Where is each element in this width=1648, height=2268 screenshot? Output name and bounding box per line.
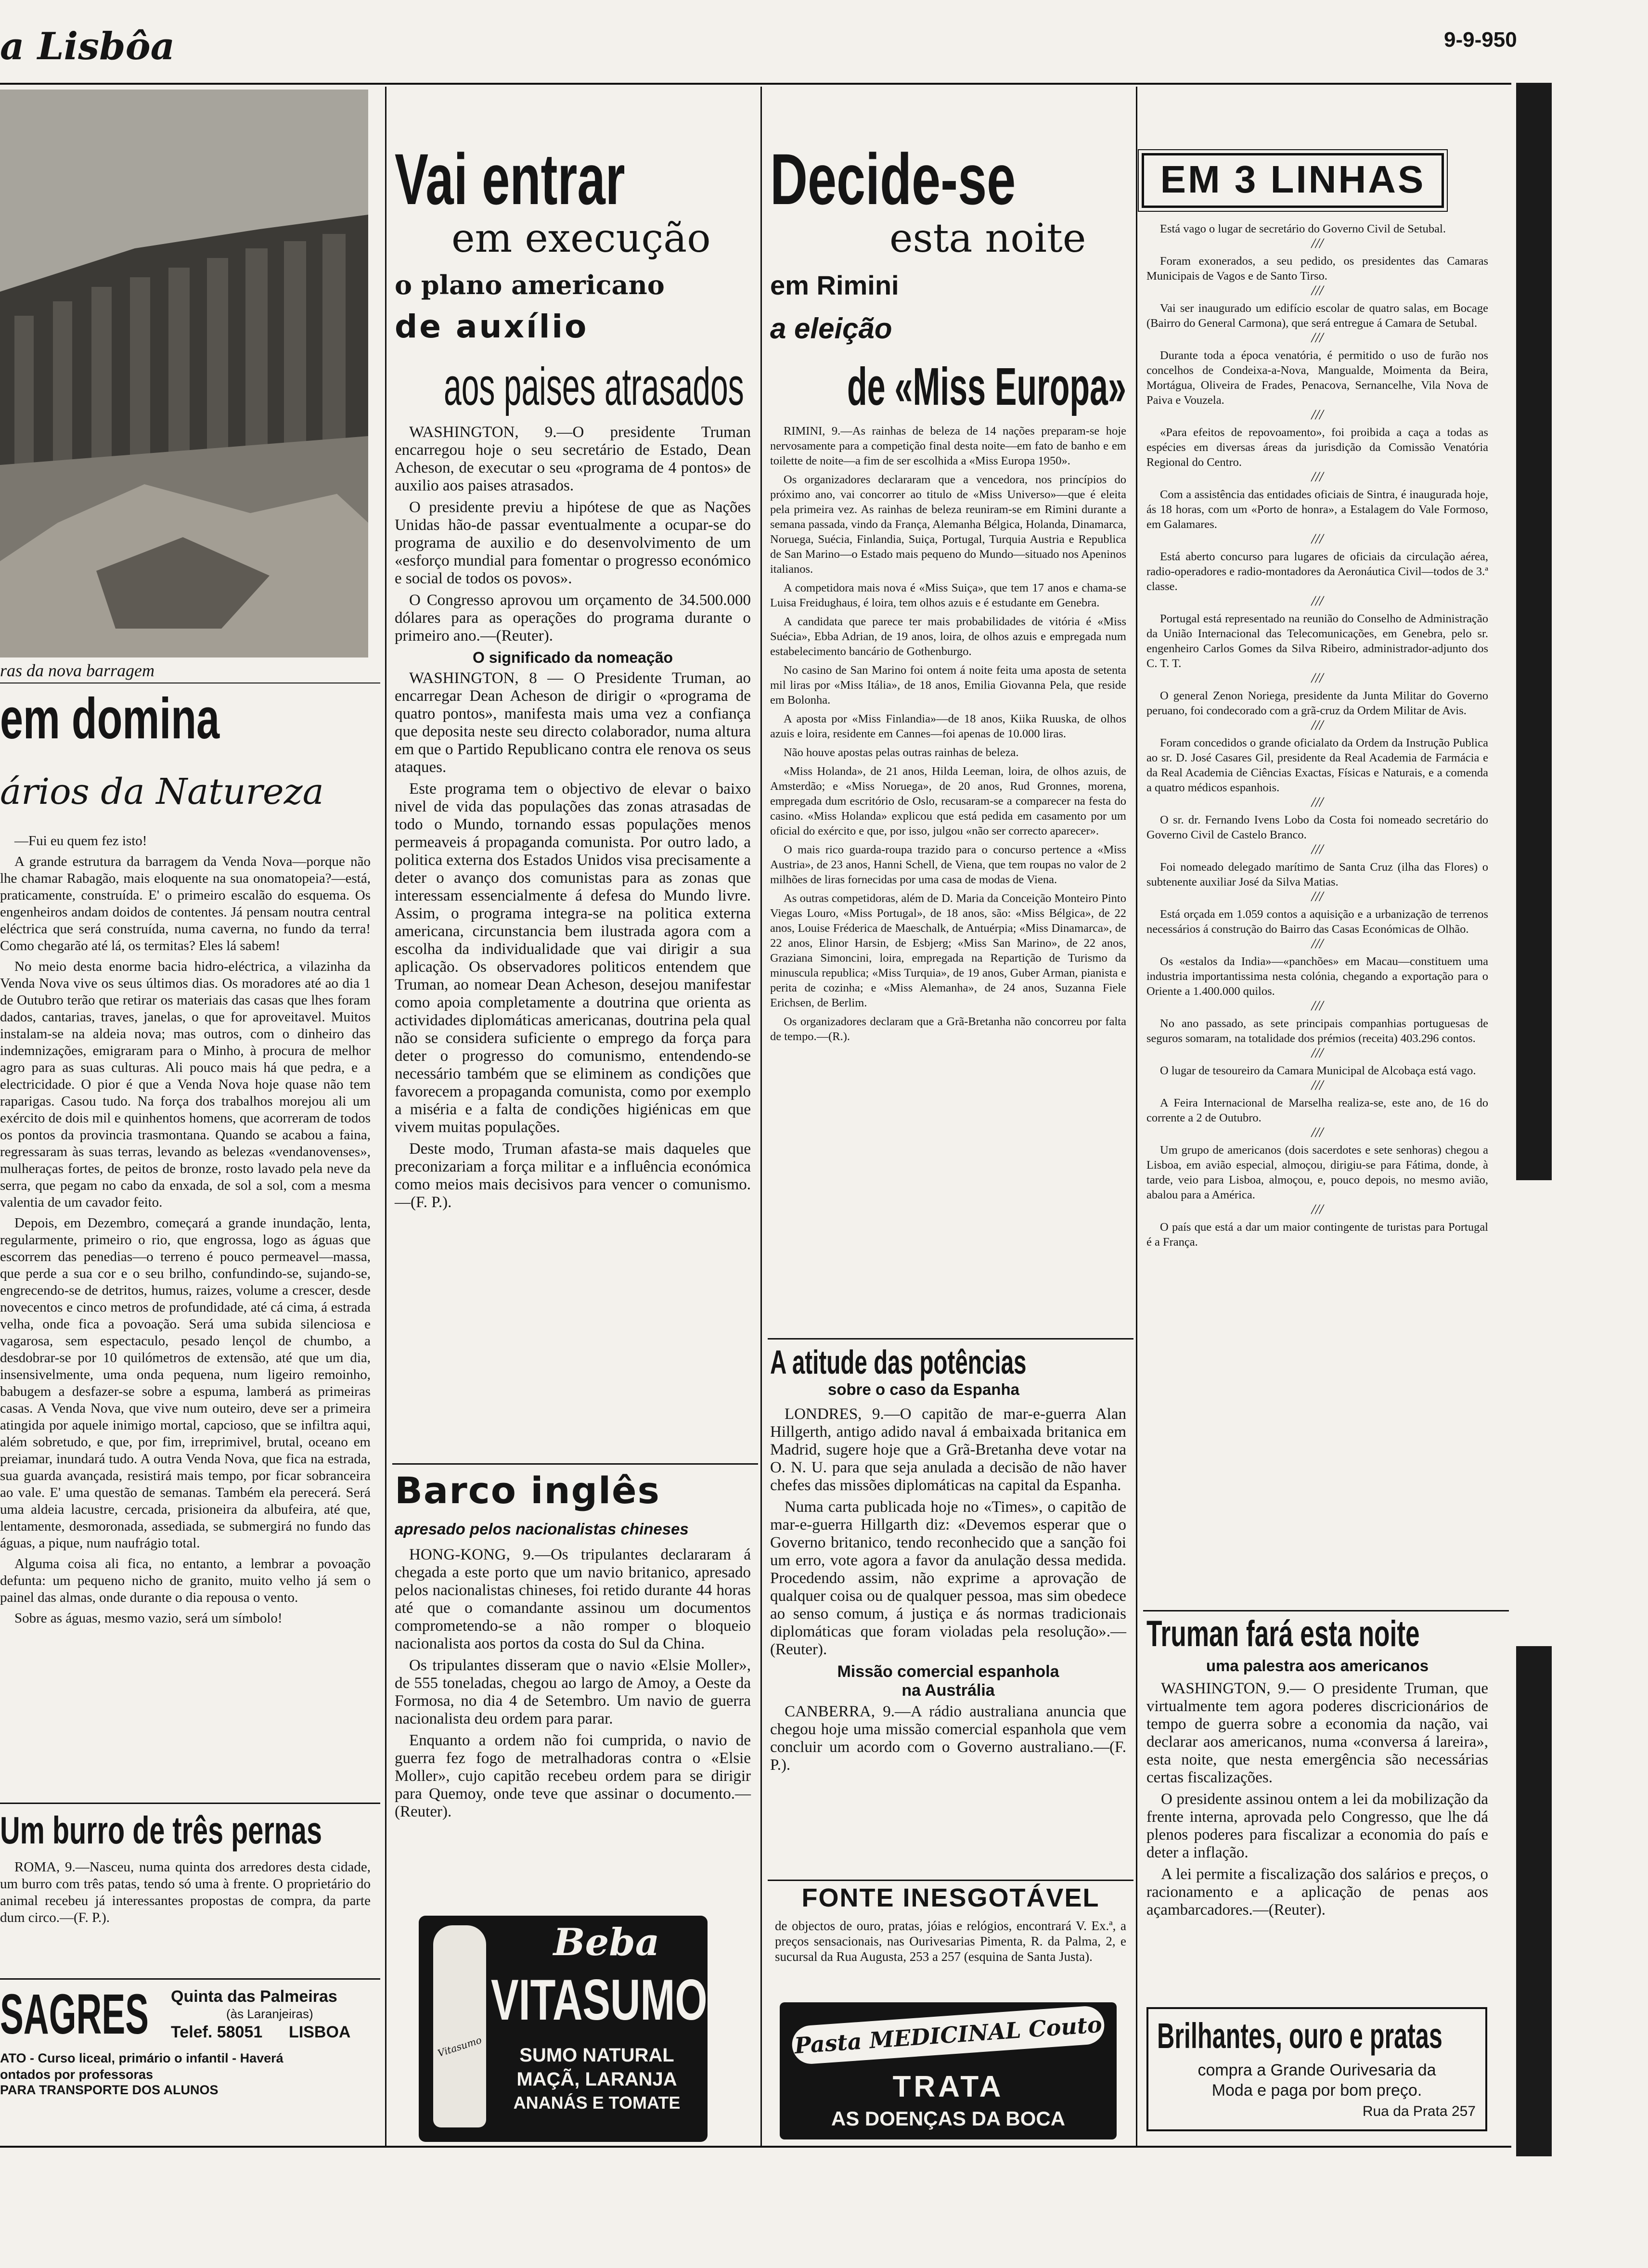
vitasumo-beba: Beba <box>553 1920 660 1964</box>
brief-item: Durante toda a época venatória, é permitido o uso de furão nos concelhos de Condeixa-a-Nova, Mangualde, Moimenta da Beira, Mortágua, Oliveira de Frades, Penacova, Sernancelhe, Vila Nova de Paiva e Vouzela. <box>1146 349 1488 407</box>
dateline: ROMA, 9. <box>14 1859 76 1875</box>
missao-title-2: na Austrália <box>901 1681 995 1700</box>
brief-item: Os «estalos da India»—«panchões» em Macau—constituem uma industria importantissima nesta colónia, chegando a exportação para o Oriente a 1.400.000 quilos. <box>1146 955 1488 998</box>
paragraph: —Nasceu, numa quinta dos arredores desta cidade, um burro com três patas, tendo só uma à frente. O proprietário do animal recebeu já interessantes propostas de compra, da parte dum circo.—(F. P.). <box>0 1859 371 1925</box>
column-rule <box>760 87 762 2147</box>
col2-article <box>395 424 751 1215</box>
vitasumo-brand: VITASUMO <box>491 1968 708 2032</box>
ourivesaria-line: Moda e paga por bom preço. <box>1211 2081 1422 2100</box>
truman-subtitle: uma palestra aos americanos <box>1206 1657 1429 1675</box>
brief-item: Foram exonerados, a seu pedido, os presidentes das Camaras Municipais de Vagos e de Santo Tirso. <box>1146 255 1488 283</box>
brief-item: Está orçada em 1.059 contos a aquisição e a urbanização de terrenos necessários á construção do Bairro das Casas Económicas de Olhão. <box>1146 908 1488 936</box>
brief-separator: /// <box>1311 407 1324 423</box>
barco-subtitle: apresado pelos nacionalistas chineses <box>395 1520 689 1538</box>
brief-separator: /// <box>1311 670 1324 686</box>
barco-title: Barco inglês <box>395 1469 660 1512</box>
paragraph: —Os tripulantes declararam á chegada a este porto que um navio britanico, apresado pelos nacionalistas chineses, foi retido durante 44 horas até que o comandante assinou um documentos comprometendo-se a não romper o bloqueio nacionalista aos portos da costa do Sul da China. <box>395 1546 751 1652</box>
col3-article <box>770 424 1126 1048</box>
brief-item: No ano passado, as sete principais companhias portuguesas de seguros somaram, na totalidade dos prémios (receita) 403.296 contos. <box>1146 1017 1488 1045</box>
paragraph: —A rádio australiana anuncia que chegou hoje uma missão comercial espanhola que vem concluir um acordo com o Governo australiano.—(F. P.). <box>770 1703 1127 1774</box>
col2-headline-3: o plano americano <box>395 270 665 300</box>
ourivesaria-line: Rua da Prata 257 <box>1362 2103 1476 2119</box>
paragraph: Enquanto a ordem não foi cumprida, o navio de guerra fez fogo de metralhadoras contra o «Elsie Moller», cujo capitão recebeu ordem para se dirigir para Quemoy, onde teve que assinar o documento.—(Reuter). <box>395 1732 751 1820</box>
paragraph: No casino de San Marino foi ontem á noite feita uma aposta de setenta mil liras por «Miss Itália», de 18 anos, Emilia Giovanna Pela, que reside em Bolonha. <box>770 664 1126 707</box>
col3-headline-5: de «Miss Europa» <box>847 357 1126 416</box>
paragraph: O presidente assinou ontem a lei da mobilização da frente interna, aprovada pelo Congresso, que lhe dá plenos poderes para fiscalizar a economia do país e deter a inflação. <box>1146 1791 1488 1861</box>
paragraph: A candidata que parece ter mais probabilidades de vitória é «Miss Suécia», Ebba Adrian, de 19 anos, loira, de olhos azuis e empregada num estabelecimento bancário de Gothenburgo. <box>770 615 1126 658</box>
ourivesaria-line: compra a Grande Ourivesaria da <box>1197 2061 1436 2079</box>
vitasumo-line: MAÇÃ, LARANJA <box>516 2069 677 2090</box>
col1-article <box>0 833 371 1631</box>
photo-caption: ras da nova barragem <box>0 661 154 680</box>
atitude-subtitle: sobre o caso da Espanha <box>828 1380 1019 1398</box>
sagres-line: (às Laranjeiras) <box>226 2007 313 2021</box>
barco-article <box>395 1546 751 1825</box>
paragraph: —O presidente Truman encarregou hoje o seu secretário de Estado, Dean Acheson, de executar o seu «programa de 4 pontos» de auxilio aos paises atrasados. <box>395 424 751 494</box>
vitasumo-bottle <box>433 1925 486 2127</box>
bottle-label: Vitasumo <box>436 2034 483 2060</box>
paragraph: As outras competidoras, além de D. Maria da Conceição Monteiro Pinto Viegas Louro, «Miss Portugal», de 18 anos, são: «Miss Bélgica», de 22 anos, Louise Fréderica de Maeschalk, de Antuérpia; «Miss Dinamarca», de 22 anos, Elinor Harsin, de Esbjerg; «Miss San Marino», de 22 anos, Graziana Simoncini, loira, empregada na Repartição de Turismo da minuscula republica; «Miss Turquia», de 19 anos, Guber Arman, pianista e perita de cozinha; e «Miss Alemanha», de 24 anos, Suzanna Fiele Erichsen, de Berlim. <box>770 892 1126 1009</box>
col1-headline: em domina <box>0 686 220 751</box>
section-rule <box>1143 1610 1509 1611</box>
sagres-name: SAGRES <box>0 1983 149 2046</box>
ourivesaria-ad <box>1146 2007 1487 2131</box>
paragraph: A competidora mais nova é «Miss Suiça», que tem 17 anos e chama-se Luisa Freidughaus, é loira, tem olhos azuis e é estudante em Genebra. <box>770 581 1126 609</box>
brief-separator: /// <box>1311 469 1324 485</box>
brief-separator: /// <box>1311 998 1324 1014</box>
paragraph: Os organizadores declararam que a vencedora, nos princípios do próximo ano, vai concorrer ao titulo de «Miss Universo»—que é eleita pela primeira vez. As rainhas de beleza reuniram-se em Rimini durante a semana passada, vindo da França, Alemanha Bélgica, Holanda, Dinamarca, Noruega, Suécia, Finlandia, Suiça, Portugal, Turquia Austria e Republica de San Marino—o Estado mais pequeno do Mundo—situado nos Apeninos italianos. <box>770 473 1126 576</box>
burro-article <box>0 1859 371 1930</box>
brief-item: A Feira Internacional de Marselha realiza-se, este ano, de 16 do corrente a 2 de Outubro. <box>1146 1096 1488 1124</box>
paragraph: —O capitão de mar-e-guerra Alan Hillgerth, antigo adido naval á embaixada britanica em Madrid, sugere hoje que a Grã-Bretanha deve votar na O. N. U. para que seja anulada a decisão de não haver chefes das missões diplomáticas na capital da Espanha. <box>770 1405 1126 1494</box>
dateline: LONDRES, 9. <box>785 1405 884 1423</box>
paragraph: «Miss Holanda», de 21 anos, Hilda Leeman, loira, de olhos azuis, de Amsterdão; e «Miss Noruega», de 20 anos, Rud Gronnes, morena, empregada dum escritório de Oslo, recusaram-se a comparecer na festa do casino. «Miss Holanda» explicou que está pedida em casamento por um oficial do exército e que, por isso, julgou «não ser correcto aparecer». <box>770 765 1126 838</box>
pasta-brand: Pasta MEDICINAL Couto <box>791 2005 1106 2065</box>
sagres-line: ATO - Curso liceal, primário o infantil - Haverá <box>0 2051 283 2065</box>
paragraph: Numa carta publicada hoje no «Times», o capitão de mar-e-guerra Hillgarth diz: «Devemos esperar que o Governo britanico, tendo reconhecido que a sanção foi um erro, vote agora a favor da anulação dessa medida. Procedendo assim, não exprime a aprovação de qualquer coisa ou de qualquer pessoa, mas sim obedece ao senso comum, á justiça e ás normas tradicionais diplomáticas que foram violadas pela resolução».—(Reuter). <box>770 1498 1126 1658</box>
dateline: CANBERRA, 9. <box>785 1703 895 1720</box>
fonte-title: FONTE INESGOTÁVEL <box>801 1883 1100 1912</box>
col3-headline: Decide-se <box>770 139 1016 219</box>
truman-article <box>1146 1680 1488 1923</box>
sagres-city: LISBOA <box>289 2023 351 2041</box>
fonte-text: de objectos de ouro, pratas, jóias e relógios, encontrará V. Ex.ª, a preços sensacionais, nas Ourivesarias Pimenta, R. da Palma, 2, e sucursal da Rua Augusta, 253 a 257 (esquina de Santa Justa). <box>775 1919 1126 1964</box>
paragraph: O presidente previu a hipótese de que as Nações Unidas hão-de passar eventualmente a ocupar-se do programa de auxilio e do desenvolvimento de um «esforço mundial para fomentar o progresso económico e social de todos os povos». <box>395 499 751 587</box>
brief-separator: /// <box>1311 330 1324 346</box>
paragraph: Não houve apostas pelas outras rainhas de beleza. <box>784 746 1019 759</box>
col2-subtitle: O significado da nomeação <box>472 649 673 666</box>
dateline: WASHINGTON, 9. <box>1161 1680 1290 1697</box>
col2-headline-2: em execução <box>451 216 711 261</box>
paragraph: — O Presidente Truman, ao encarregar Dean Acheson de dirigir o «programa de quatro pontos», manifesta mais uma vez a confiança que deposita neste seu directo colaborador, numa altura em que o Partido Republicano contra ele renova os seus ataques. <box>395 670 751 776</box>
brief-separator: /// <box>1311 283 1324 298</box>
paragraph: A grande estrutura da barragem da Venda Nova—porque não lhe chamar Rabagão, mais eloquente na sua onomatopeia?—está, praticamente, construída. E' o primeiro escalão do esquema. Os engenheiros andam doidos de contentes. Já pensam noutra central eléctrica que será construída, numa caverna, no fundo da terra! Como chegarão até lá, os termitas? Eles lá sabem! <box>0 854 371 954</box>
sagres-phone: Telef. 58051 <box>171 2023 263 2041</box>
sagres-ad <box>0 1978 380 2124</box>
paragraph: Depois, em Dezembro, começará a grande inundação, lenta, regularmente, primeiro o rio, que engrossa, logo as águas que escorrem das penedias—o terreno é pouco permeavel—massa, que perde a sua cor e o seu brilho, confundindo-se, sujando-se, engrecendo-se de detritos, humus, raizes, volume a crescer, desde novecentos e cinco metros de profundidade, até cá cima, á estrada velha, onde fica a povoação. Será uma subida silenciosa e vagarosa, sem espectaculo, pesado lençol de chumbo, a desdobrar-se por 10 quilómetros de extensão, até que um dia, insensivelmente, uma onda pequena, num ligeiro remoinho, babugem a desfazer-se sobre a espuma, lamberá as primeiras casas. A Venda Nova, que vive num outeiro, deve ser a primeira atingida por aquele inimigo mortal, capcioso, que se infiltra aqui, além sobretudo, e que, por fim, irreprimivel, brutal, oceano em preiamar, inundará tudo. A outra Venda Nova, que fica na estrada, sua guarda avançada, resistirá mais tempo, por ficar sobranceira ao vale. E' uma questão de semanas. Também ela perecerá. Será uma aldeia lacustre, cercada, prisioneira da albufeira, até que, lentamente, desmoronada, assediada, se submergirá no fundo das águas, a pique, num naufrágio total. <box>0 1215 371 1551</box>
brief-separator: /// <box>1311 717 1324 733</box>
dateline: HONG-KONG, 9. <box>409 1546 535 1563</box>
section-rule <box>0 1803 380 1804</box>
brief-separator: /// <box>1311 593 1324 609</box>
top-rule <box>0 83 1511 85</box>
brief-item: O general Zenon Noriega, presidente da Junta Militar do Governo peruano, foi condecorado com a grã-cruz da Ordem Militar de Avis. <box>1146 689 1488 717</box>
right-edge-bar-lower <box>1516 1646 1552 2156</box>
brief-item: O lugar de tesoureiro da Camara Municipal de Alcobaça está vago. <box>1160 1064 1476 1077</box>
brief-separator: /// <box>1311 794 1324 810</box>
masthead-date: 9-9-950 <box>1444 28 1517 52</box>
paragraph: Este programa tem o objectivo de elevar o baixo nivel de vida das populações das zonas atrasadas de todo o Mundo, tornando essas populações menos permeaveis á propaganda comunista. Por outro lado, a politica externa dos Estados Unidos visa precisamente a deter o avanço dos comunistas para as zonas que interessam essencialmente á defesa do Mundo livre. Assim, o programa integra-se na politica externa americana, circunstancia bem ilustrada agora com a escolha da individualidade que vai dirigir a sua aplicação. Os observadores politicos entendem que Truman, ao nomear Dean Acheson, desejou manifestar como apoia completamente a doutrina que orienta as actividades diplomáticas americanas, doutrina pela qual não se considera suficiente o emprego da força para deter o progresso do comunismo, entendendo-se necessário também que se eliminem as condições que favorecem a propaganda comunista, como por exemplo a miséria e a falta de condições higiénicas em que vivem muitas populações. <box>395 780 751 1136</box>
paragraph: Sobre as águas, mesmo vazio, será um símbolo! <box>14 1611 283 1626</box>
section-rule <box>392 1463 758 1465</box>
brief-item: O sr. dr. Fernando Ivens Lobo da Costa foi nomeado secretário do Governo Civil de Castelo Branco. <box>1146 813 1488 841</box>
em3linhas-box <box>1142 153 1444 208</box>
paragraph: O mais rico guarda-roupa trazido para o concurso pertence a «Miss Austria», de 23 anos, Hanni Schell, de Viena, que tem roupas no valor de 2 milhões de liras fornecidas por uma casa de modas de Viena. <box>770 843 1126 886</box>
brief-item: Portugal está representado na reunião do Conselho de Administração da União Internacional das Telecomunicações, em Genebra, pelo sr. engenheiro Carlos Gomes da Silva Ribeiro, administrador-adjunto dos C. T. T. <box>1146 612 1488 670</box>
paragraph: Os organizadores declaram que a Grã-Bretanha não concorreu por falta de tempo.—(R.). <box>770 1015 1126 1043</box>
brief-separator: /// <box>1311 1045 1324 1061</box>
atitude-article <box>770 1405 1126 1778</box>
dam-photo <box>0 90 368 657</box>
brief-item: Com a assistência das entidades oficiais de Sintra, é inaugurada hoje, ás 18 horas, com um «Porto de honra», a Estalagem do Vale Formoso, em Galamares. <box>1146 488 1488 531</box>
missao-title: Missão comercial espanhola <box>837 1662 1059 1681</box>
brief-separator: /// <box>1311 531 1324 547</box>
dateline: WASHINGTON, 9. <box>409 424 557 441</box>
col4-briefs <box>1146 221 1488 1250</box>
paragraph: No meio desta enorme bacia hidro-eléctrica, a vilazinha da Venda Nova vive os seus últimos dias. Os moradores até ao dia 1 de Outubro terão que retirar os materiais das casas que lhes foram dados, cantarias, traves, janelas, o que for aproveitavel. Muitos instalam-se na aldeia nova; mas outros, com o dinheiro das indemnizações, emigraram para o Minho, à procura de melhor agro para as suas culturas. Ali pouco mais há que pedra, e a electricidade. O pior é que a Venda Nova hoje quase não tem raparigas. Casou tudo. Na força dos trabalhos morejou ali um exército de dois mil e quinhentos homens, que acorreram de todos os pontos da provincia trasmontana. Quando se acabou a faina, regressaram às suas terras, levando as belezas «vendanovenses», mulheraças fortes, de peitos de bronze, rosto lavado pela neve da serra, que pegam no cabo da enxada, de sol a sol, com a mesma valentia de um cavador feito. <box>0 959 371 1210</box>
burro-title: Um burro de três pernas <box>0 1809 322 1852</box>
col2-headline-5: aos paises atrasados <box>444 357 744 416</box>
brief-item: «Para efeitos de repovoamento», foi proibida a caça a todas as espécies em diversas áreas da jurisdição da Comissão Venatória Regional do Centro. <box>1146 426 1488 469</box>
column-rule <box>385 87 386 2147</box>
paragraph: Deste modo, Truman afasta-se mais daqueles que preconizariam a força militar e a influência económica como meios mais decisivos para vencer o comunismo.—(F. P.). <box>395 1140 751 1211</box>
brief-item: O país que está a dar um maior contingente de turistas para Portugal é a França. <box>1146 1221 1488 1249</box>
brief-item: Um grupo de americanos (dois sacerdotes e sete senhoras) chegou a Lisboa, em avião especial, almoçou, dirigiu-se para Fátima, donde, à tarde, veio para Lisboa, almoçou, e, pouco depois, no mesmo avião, abalou para a América. <box>1146 1144 1488 1201</box>
paragraph: A aposta por «Miss Finlandia»—de 18 anos, Kiika Ruuska, de olhos azuis e loira, residente em Cannes—foi apenas de 10.000 liras. <box>770 712 1126 740</box>
em3linhas-title: EM 3 LINHAS <box>1160 158 1426 201</box>
bottom-rule <box>0 2146 1511 2148</box>
brief-separator: /// <box>1311 1124 1324 1140</box>
vitasumo-ad <box>419 1916 708 2142</box>
brief-separator: /// <box>1311 235 1324 251</box>
paragraph: RIMINI, 9.—As rainhas de beleza de 14 nações preparam-se hoje nervosamente para a competição final desta noite—em fato de banho e em toilette de noite—a fim de ser escolhida a «Miss Europa 1950». <box>770 425 1126 467</box>
sagres-line: PARA TRANSPORTE DOS ALUNOS <box>0 2083 219 2097</box>
pasta-ad <box>780 2002 1117 2139</box>
col3-headline-3: em Rimini <box>770 270 899 300</box>
brief-item: Foi nomeado delegado marítimo de Santa Cruz (ilha das Flores) o subtenente auxiliar José da Silva Matias. <box>1146 861 1488 889</box>
brief-item: Foram concedidos o grande oficialato da Ordem da Instrução Publica ao sr. D. José Casares Gil, presidente da Real Academia de Farmácia e da Real Academia de Ciências Exactas, Físicas e Naturais, e a comenda a quatro médicos espanhois. <box>1146 736 1488 794</box>
atitude-title: A atitude das potências <box>770 1343 1027 1381</box>
column-rule <box>1136 87 1137 2147</box>
brief-item: Vai ser inaugurado um edifício escolar de quatro salas, em Bocage (Bairro do General Carmona), que será entregue á Camara de Setubal. <box>1146 302 1488 330</box>
right-edge-bar <box>1516 83 1552 1180</box>
paragraph: Alguma coisa ali fica, no entanto, a lembrar a povoação defunta: um pequeno nicho de granito, muito velho já sem o painel das almas, onde durante o dia repousa o vento. <box>0 1556 371 1605</box>
brief-item: Está aberto concurso para lugares de oficiais da circulação aérea, radio-operadores e radio-montadores da Aeronáutica Civil—todos de 3.ª classe. <box>1146 550 1488 593</box>
brief-separator: /// <box>1311 936 1324 952</box>
sagres-line: Quinta das Palmeiras <box>171 1987 337 2006</box>
brief-separator: /// <box>1311 841 1324 857</box>
col3-headline-4: a eleição <box>770 312 892 345</box>
pasta-line: TRATA <box>892 2070 1004 2103</box>
col2-headline-4: de auxílio <box>395 308 589 345</box>
paragraph: Os tripulantes disseram que o navio «Elsie Moller», de 555 toneladas, chegou ao largo de Amoy, a Oeste da Formosa, no dia 4 de Setembro. Um navio de guerra nacionalista deu ordem para parar. <box>395 1657 751 1727</box>
vitasumo-line: ANANÁS E TOMATE <box>513 2093 681 2113</box>
brief-item: Está vago o lugar de secretário do Governo Civil de Setubal. <box>1160 222 1446 235</box>
paragraph: A lei permite a fiscalização dos salários e preços, o racionamento e a aplicação de penas aos açambarcadores.—(Reuter). <box>1146 1866 1488 1919</box>
paragraph: O Congresso aprovou um orçamento de 34.500.000 dólares para as operações do programa durante o primeiro ano.—(Reuter). <box>395 592 751 644</box>
col3-headline-2: esta noite <box>889 216 1086 261</box>
section-rule <box>768 1880 1133 1881</box>
col1-subhead: ários da Natureza <box>0 771 324 812</box>
brief-separator: /// <box>1311 1077 1324 1093</box>
truman-title: Truman fará esta noite <box>1146 1613 1420 1654</box>
sagres-line: ontados por professoras <box>0 2067 154 2082</box>
pasta-line: AS DOENÇAS DA BOCA <box>831 2107 1066 2130</box>
paragraph: — O presidente Truman, que virtualmente tem agora poderes discricionários de tempo de guerra sobre a economia da nação, vai declarar aos americanos, numa «conversa á lareira», esta noite, que nesta emergência são necessárias certas fiscalizações. <box>1146 1680 1488 1786</box>
brief-separator: /// <box>1311 1201 1324 1217</box>
col2-headline: Vai entrar <box>395 139 625 219</box>
ourivesaria-title: Brilhantes, ouro e pratas <box>1157 2016 1442 2056</box>
masthead-title: a Lisbôa <box>0 25 175 68</box>
dateline: WASHINGTON, 8 <box>409 670 537 687</box>
section-rule <box>768 1338 1133 1340</box>
paragraph: —Fui eu quem fez isto! <box>14 833 147 849</box>
dam-photo-image <box>0 90 368 657</box>
vitasumo-line: SUMO NATURAL <box>519 2045 674 2066</box>
brief-separator: /// <box>1311 889 1324 904</box>
